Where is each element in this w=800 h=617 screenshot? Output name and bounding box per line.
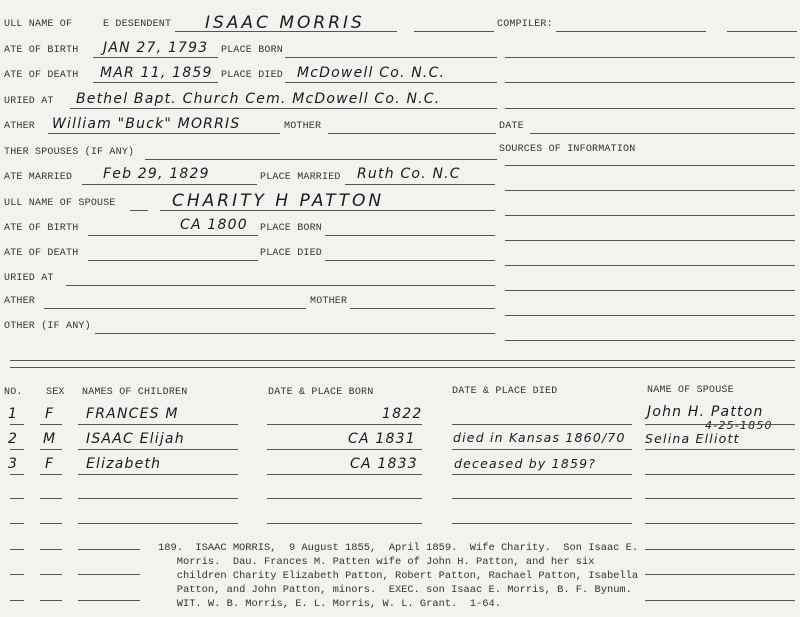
other-spouses-label: THER SPOUSES (IF ANY) [4,147,135,158]
child-born: CA 1831 [348,431,416,447]
spouse-place-died-line [325,260,495,261]
sources-line-3 [505,215,795,216]
death-line [93,82,218,83]
child-spouse-note: 4-25-1850 [705,419,773,432]
compiler-line-2 [727,31,797,32]
death-label: ATE OF DEATH [4,70,79,81]
place-married-label: PLACE MARRIED [260,172,341,183]
place-died-value: McDowell Co. N.C. [297,65,446,81]
sources-label: SOURCES OF INFORMATION [499,144,636,155]
sources-line-6 [505,290,795,291]
spouse-name-value: CHARITY H PATTON [172,191,385,211]
child-sex: F [45,406,55,422]
spouse-mother-label: MOTHER [310,296,348,307]
full-name-label: ULL NAME OF [4,19,73,30]
child-number: 3 [8,456,19,472]
spouse-other-label: OTHER (IF ANY) [4,321,91,332]
spouse-birth-line [88,235,258,236]
mother-line [328,133,496,134]
other-spouses-line [145,159,497,160]
spouse-place-born-label: PLACE BORN [260,223,323,234]
col-header-no: NO. [4,387,23,398]
buried-value: Bethel Bapt. Church Cem. McDowell Co. N.C. [76,91,441,107]
buried-line [70,108,497,109]
married-line [82,184,257,185]
spouse-place-born-line [325,235,495,236]
spouse-death-line [88,260,258,261]
place-died-label: PLACE DIED [221,70,284,81]
child-sex: M [43,431,57,447]
spouse-birth-label: ATE OF BIRTH [4,223,79,234]
child-name: ISAAC Elijah [86,431,185,447]
child-name: Elizabeth [86,456,162,472]
child-spouse: Selina Elliott [645,431,740,446]
spouse-birth-value: CA 1800 [180,217,248,233]
sources-line-4 [505,240,795,241]
spouse-name-line-a [130,210,148,211]
compiler-line-5 [505,108,795,109]
compiler-line-4 [505,82,795,83]
spouse-father-line [44,308,306,309]
father-line [48,133,280,134]
sources-line-8 [505,340,795,341]
spouse-buried-label: URIED AT [4,273,54,284]
compiler-label: COMPILER: [497,19,553,30]
place-died-line [285,82,497,83]
sources-line-7 [505,315,795,316]
spouse-mother-line [350,308,495,309]
father-value: William "Buck" MORRIS [52,116,241,132]
col-header-died: DATE & PLACE DIED [452,386,558,397]
child-died: deceased by 1859? [454,456,597,471]
spouse-other-line [95,333,495,334]
blank-line-1 [10,360,795,361]
child-number: 1 [8,406,19,422]
father-label: ATHER [4,121,36,132]
child-born: CA 1833 [350,456,418,472]
place-born-label: PLACE BORN [221,45,284,56]
full-name-value: ISAAC MORRIS [205,13,365,33]
blank-line-2 [10,367,795,368]
child-sex: F [45,456,55,472]
birth-label: ATE OF BIRTH [4,45,79,56]
compiler-line-3 [505,57,795,58]
col-header-spouse: NAME OF SPOUSE [647,385,734,396]
place-married-value: Ruth Co. N.C [357,166,461,182]
married-label: ATE MARRIED [4,172,73,183]
sources-line-5 [505,265,795,266]
child-spouse: John H. Patton [647,404,764,420]
descendent-label: E DESENDENT [103,19,172,30]
place-married-line [345,184,495,185]
col-header-names: NAMES OF CHILDREN [82,387,188,398]
divider-line [414,31,494,32]
col-header-sex: SEX [46,387,65,398]
birth-line [93,57,218,58]
married-value: Feb 29, 1829 [103,166,210,182]
buried-label: URIED AT [4,96,54,107]
spouse-place-died-label: PLACE DIED [260,248,323,259]
child-born: 1822 [382,406,423,422]
will-abstract-note: 189. ISAAC MORRIS, 9 August 1855, April 1859. Wife Charity. Son Isaac E. Morris. Dau. Frances M. Patten wife of John H. Patton, and her six children Charity Elizabeth Patton, Robert Patton, Rachael Patton, Isabella Patton, and John Patton, minors. EXEC. son Isaac E. Morris, B. F. Bynum. WIT. W. B. Morris, E. L. Morris, W. L. Grant. 1-64. [158,542,639,610]
child-died: died in Kansas 1860/70 [453,430,626,445]
spouse-name-label: ULL NAME OF SPOUSE [4,198,116,209]
spouse-father-label: ATHER [4,296,36,307]
mother-label: MOTHER [284,121,322,132]
place-born-line [285,57,497,58]
child-name: FRANCES M [86,406,179,422]
sources-line-1 [505,165,795,166]
sources-line-2 [505,190,795,191]
child-number: 2 [8,431,19,447]
col-header-born: DATE & PLACE BORN [268,387,374,398]
compiler-line [556,31,706,32]
date-line [530,133,795,134]
spouse-death-label: ATE OF DEATH [4,248,79,259]
birth-value: JAN 27, 1793 [103,40,209,56]
spouse-buried-line [66,285,495,286]
date-label: DATE [499,121,524,132]
death-value: MAR 11, 1859 [100,65,213,81]
